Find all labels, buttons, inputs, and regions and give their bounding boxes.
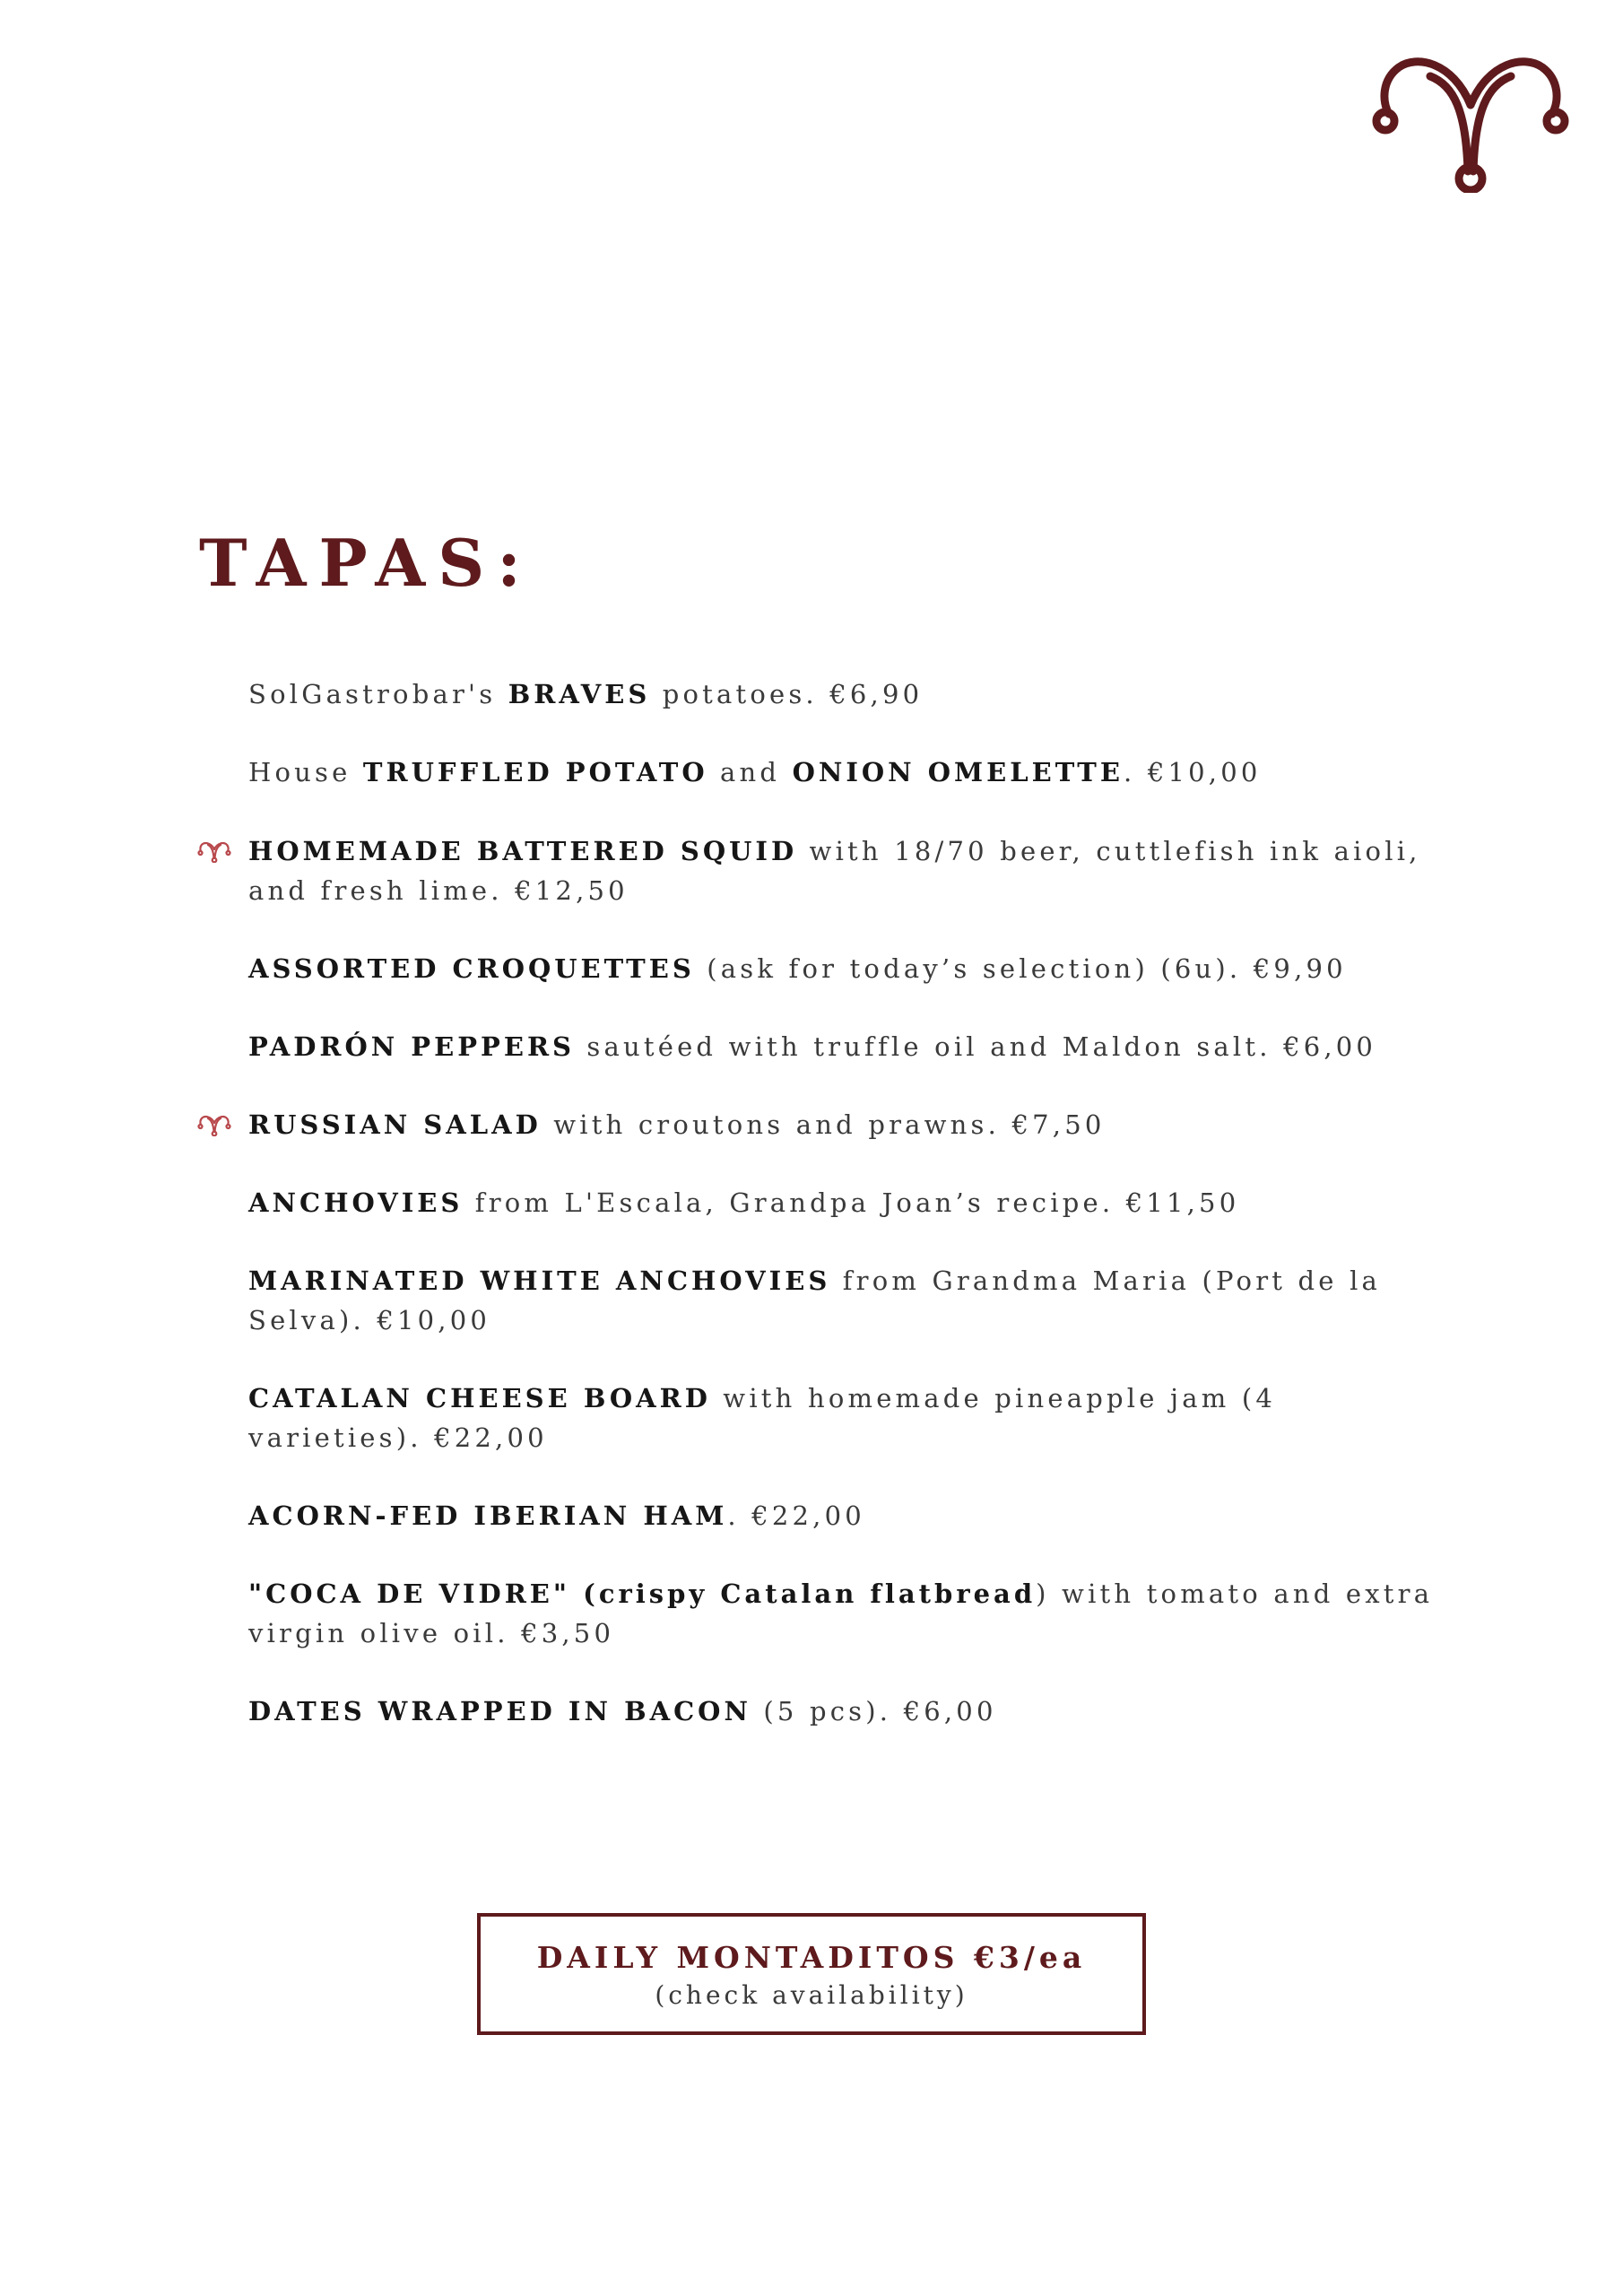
menu-item-omelette: House TRUFFLED POTATO and ONION OMELETTE. €10,00 <box>248 757 1262 787</box>
menu-item-coca-de-vidre: "COCA DE VIDRE" (crispy Catalan flatbread) with tomato and extra virgin olive oil. €3,50 <box>248 1578 1434 1648</box>
menu-item-iberian-ham: ACORN-FED IBERIAN HAM. €22,00 <box>248 1500 865 1531</box>
menu-item-cheese-board: CATALAN CHEESE BOARD with homemade pineapple jam (4 varieties). €22,00 <box>248 1383 1277 1453</box>
menu-item-anchovies: ANCHOVIES from L'Escala, Grandpa Joan’s recipe. €11,50 <box>248 1187 1240 1218</box>
menu-item-dates-bacon: DATES WRAPPED IN BACON (5 pcs). €6,00 <box>248 1696 997 1726</box>
jester-hat-icon <box>197 841 231 863</box>
section-title: TAPAS: <box>199 525 534 601</box>
jester-hat-icon <box>197 1115 231 1136</box>
menu-item-croquettes: ASSORTED CROQUETTES (ask for today’s selection) (6u). €9,90 <box>248 953 1347 984</box>
menu-item-squid: HOMEMADE BATTERED SQUID with 18/70 beer, cuttlefish ink aioli, and fresh lime. €12,50 <box>248 831 1450 910</box>
menu-item-padron-peppers: PADRÓN PEPPERS sautéed with truffle oil and Maldon salt. €6,00 <box>248 1031 1377 1062</box>
menu-item-white-anchovies: MARINATED WHITE ANCHOVIES from Grandma Maria (Port de la Selva). €10,00 <box>248 1265 1382 1335</box>
daily-montaditos-title: DAILY MONTADITOS €3/ea <box>536 1940 1087 1975</box>
daily-montaditos-box <box>477 1913 1146 2035</box>
daily-montaditos-subtitle: (check availability) <box>655 1980 968 2010</box>
menu-item-russian-salad: RUSSIAN SALAD with croutons and prawns. €7,50 <box>248 1105 1450 1144</box>
jester-hat-icon <box>1367 49 1574 193</box>
menu-item-braves: SolGastrobar's BRAVES potatoes. €6,90 <box>248 679 924 709</box>
